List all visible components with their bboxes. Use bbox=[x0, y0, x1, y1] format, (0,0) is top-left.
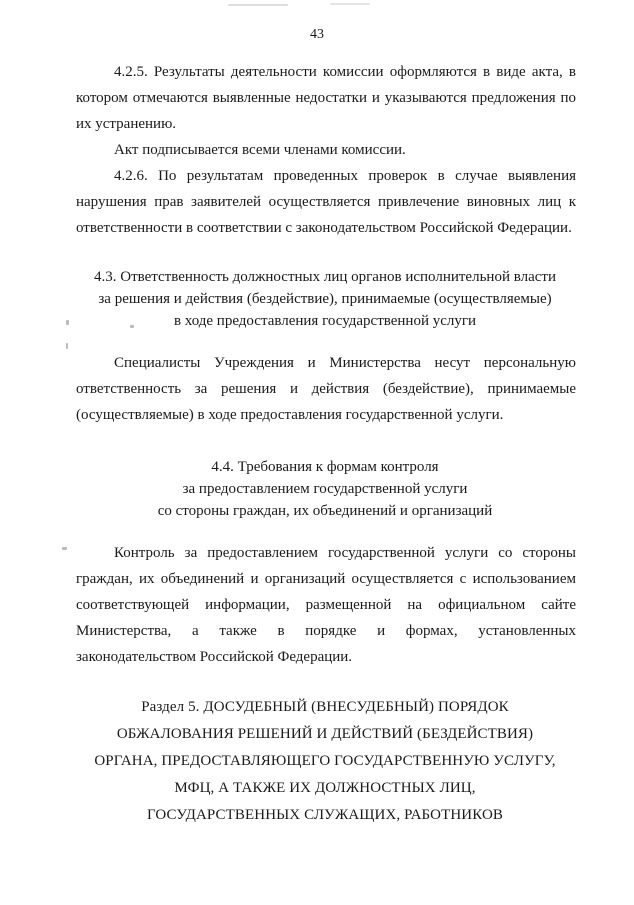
heading-4-4-line2: за предоставлением государственной услуги bbox=[182, 481, 468, 497]
heading-4-4 bbox=[60, 456, 590, 522]
section-5-title-line2: ОБЖАЛОВАНИЯ РЕШЕНИЙ И ДЕЙСТВИЙ (БЕЗДЕЙСТВИЯ) bbox=[116, 726, 534, 742]
scan-artifact bbox=[330, 3, 370, 5]
scan-artifact bbox=[66, 343, 68, 349]
paragraph-4-2-5: 4.2.5. Результаты деятельности комиссии оформляются в виде акта, в котором отмечаются выявленные недостатки и указываются предложения по их устранению. bbox=[76, 64, 576, 132]
section-5-title-line5: ГОСУДАРСТВЕННЫХ СЛУЖАЩИХ, РАБОТНИКОВ bbox=[147, 807, 503, 823]
heading-4-4-line3: со стороны граждан, их объединений и организаций bbox=[157, 503, 493, 519]
heading-4-4-line1: 4.4. Требования к формам контроля bbox=[211, 459, 439, 475]
scan-artifact bbox=[66, 320, 69, 325]
paragraph-control: Контроль за предоставлением государственной услуги со стороны граждан, их объединений и организаций осуществляется с использованием соответствующей информации, размещенной на официальном сайте Министерства, а также в порядке и формах, установленных законодательством Российской Федерации. bbox=[76, 545, 576, 665]
scan-artifact bbox=[130, 325, 134, 328]
section-5-title-line1: Раздел 5. ДОСУДЕБНЫЙ (ВНЕСУДЕБНЫЙ) ПОРЯДОК bbox=[141, 699, 509, 715]
heading-4-3-line3: в ходе предоставления государственной услуги bbox=[173, 313, 477, 329]
scan-artifact bbox=[228, 4, 288, 6]
section-5-title bbox=[60, 694, 590, 829]
heading-4-3-line2: за решения и действия (бездействие), принимаемые (осуществляемые) bbox=[98, 291, 552, 307]
heading-4-3 bbox=[60, 266, 590, 332]
section-5-title-line3: ОРГАНА, ПРЕДОСТАВЛЯЮЩЕГО ГОСУДАРСТВЕННУЮ УСЛУГУ, bbox=[94, 753, 556, 769]
paragraph-responsibility: Специалисты Учреждения и Министерства несут персональную ответственность за решения и действия (бездействие), принимаемые (осуществляемые) в ходе предоставления государственной услуги. bbox=[76, 355, 576, 423]
paragraph-4-2-6: 4.2.6. По результатам проведенных проверок в случае выявления нарушения прав заявителей осуществляется привлечение виновных лиц к ответственности в соответствии с законодательством Российской Федерации. bbox=[76, 168, 576, 236]
scan-artifact bbox=[62, 547, 67, 550]
section-5-title-line4: МФЦ, А ТАКЖЕ ИХ ДОЛЖНОСТНЫХ ЛИЦ, bbox=[174, 780, 476, 796]
page-number: 43 bbox=[310, 27, 324, 42]
paragraph-act-signed: Акт подписывается всеми членами комиссии. bbox=[114, 142, 406, 158]
heading-4-3-line1: 4.3. Ответственность должностных лиц органов исполнительной власти bbox=[93, 269, 556, 285]
